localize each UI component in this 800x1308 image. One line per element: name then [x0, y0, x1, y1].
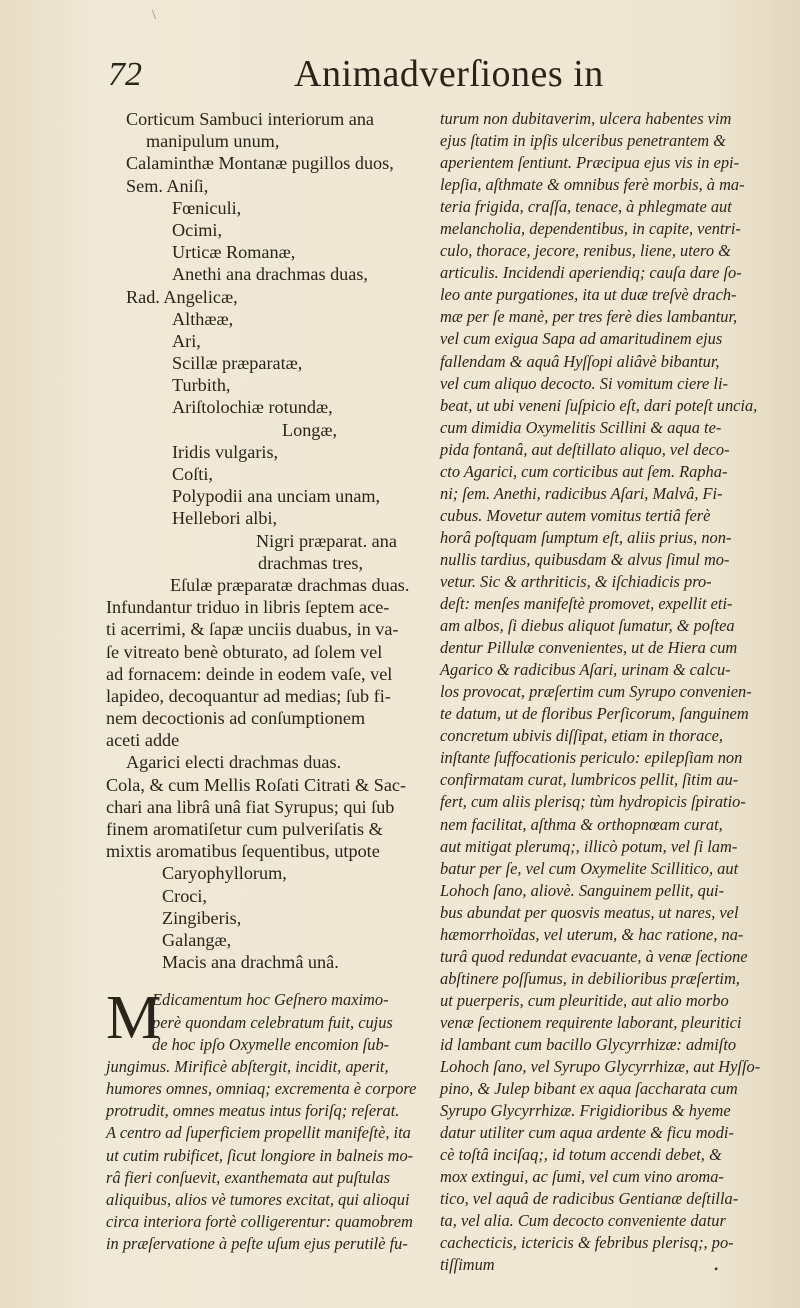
commentary-block: [106, 984, 430, 1255]
text-line: Polypodii ana unciam unam,: [172, 486, 381, 507]
text-line: Macis ana drachmâ unâ.: [162, 952, 339, 973]
text-line: ejus ſtatim in ipſis ulceribus penetrantem &: [440, 131, 726, 151]
text-line: nem decoctionis ad conſumptionem: [106, 708, 366, 729]
text-line: jungimus. Mirificè abſtergit, incidit, aperit,: [106, 1056, 389, 1076]
text-line: cachecticis, ictericis & febribus plerisq;, po-: [440, 1233, 734, 1253]
text-line: manipulum unum,: [146, 131, 280, 152]
text-line: ut cutim rubificet, ſicut longiore in balneis mo-: [106, 1145, 414, 1165]
text-line: ni; ſem. Anethi, radicibus Aſari, Malvâ, Fi-: [440, 483, 723, 503]
text-line: teria frigida, craſſa, tenace, à phlegmate aut: [440, 197, 732, 217]
text-line: los provocat, præſertim cum Syrupo convenien-: [440, 682, 752, 702]
text-line: chari ana librâ unâ fiat Syrupus; qui ſub: [106, 796, 395, 817]
text-line: Ariſtolochiæ rotundæ,: [172, 397, 333, 418]
text-line: inſtante ſuffocationis periculo: epilepſiam non: [440, 748, 743, 768]
text-line: am albos, ſi diebus aliquot ſumatur, & poſtea: [440, 616, 735, 636]
text-line: Croci,: [162, 885, 207, 906]
text-line: nullis tardius, quibusdam & alvus ſimul mo-: [440, 549, 730, 569]
text-line: Edicamentum hoc Geſnero maximo-: [152, 990, 389, 1010]
text-line: aut mitigat plerumq;, illicò potum, vel ſi lam-: [440, 836, 738, 856]
text-line: Eſulæ præparatæ drachmas duas.: [170, 574, 410, 595]
text-line: confirmatam curat, lumbricos pellit, ſitim au-: [440, 770, 739, 790]
drop-cap: M: [106, 984, 162, 1053]
text-line: turum non dubitaverim, ulcera habentes vim: [440, 109, 732, 128]
text-line: circa interiora fortè colligerentur: quamobrem: [106, 1212, 413, 1232]
text-line: Hellebori albi,: [172, 508, 278, 529]
text-line: mæ per ſe manè, per tres ferè dies lambantur,: [440, 307, 738, 327]
text-line: Althææ,: [172, 308, 234, 329]
text-line: aceti adde: [106, 730, 180, 751]
text-line: in præſervatione à peſte uſum ejus perutilè fu-: [106, 1234, 408, 1254]
text-line: cubus. Movetur autem vomitus tertiâ ferè: [440, 505, 711, 525]
text-line: ut puerperis, cum pleuritide, aut alio morbo: [440, 990, 729, 1010]
text-line: hæmorrhoïdas, vel uterum, & hac ratione, na-: [440, 924, 744, 944]
text-line: Rad. Angelicæ,: [126, 286, 238, 307]
text-line: Iridis vulgaris,: [172, 441, 279, 462]
text-line: ſe vitreato benè obturato, ad ſolem vel: [106, 641, 383, 662]
recipe-list: [106, 108, 430, 596]
text-line: ad fornacem: deinde in eodem vaſe, vel: [106, 663, 393, 684]
text-line: lapideo, decoquantur ad medias; ſub fi-: [106, 685, 391, 706]
text-line: Syrupo Glycyrrhizæ. Frigidioribus & hyeme: [440, 1101, 731, 1121]
left-column: [106, 108, 430, 1256]
text-line: tiſſimum: [440, 1255, 495, 1275]
text-line: lepſia, aſthmate & omnibus ferè morbis, à ma-: [440, 175, 745, 195]
text-line: ti acerrimi, & ſapæ unciis duabus, in va-: [106, 619, 399, 640]
text-line: pida fontanâ, aut deſtillato aliquo, vel deco-: [440, 439, 730, 459]
text-line: batur per ſe, vel cum Oxymelite Scillitico, aut: [440, 858, 739, 878]
text-line: Lohoch ſano, vel Syrupo Glycyrrhizæ, aut Hyſſo-: [440, 1057, 761, 1077]
page-number: 72: [108, 56, 142, 93]
text-line: vetur. Sic & arthriticis, & iſchiadicis pro-: [440, 571, 712, 591]
text-line: Nigri præparat. ana: [256, 530, 397, 551]
text-line: cum dimidia Oxymelitis Scillini & aqua te-: [440, 417, 722, 437]
text-line: fert, cum aliis plerisq; tùm hydropicis ſpiratio-: [440, 792, 746, 812]
text-line: perè quondam celebratum fuit, cujus: [152, 1012, 393, 1032]
text-line: Galangæ,: [162, 929, 232, 950]
text-line: Agarico & radicibus Aſari, urinam & calcu-: [440, 660, 731, 680]
text-line: vel cum exigua Sapa ad amaritudinem ejus: [440, 329, 723, 349]
text-line: nem facilitat, aſthma & orthopnœam curat,: [440, 814, 723, 834]
text-line: de hoc ipſo Oxymelle encomion ſub-: [152, 1034, 390, 1054]
text-line: Scillæ præparatæ,: [172, 353, 303, 374]
text-line: concretum ubivis diſſipat, etiam in thorace,: [440, 726, 723, 746]
text-line: Lohoch ſano, aliovè. Sanguinem pellit, qui-: [440, 880, 725, 900]
preparation-paragraph: [106, 596, 430, 973]
text-line: Fœniculi,: [172, 197, 242, 218]
text-line: tico, vel aquâ de radicibus Gentianæ deſtilla-: [440, 1189, 739, 1209]
text-line: leo ante purgationes, ita ut duæ treſvè drach-: [440, 285, 737, 305]
text-line: Coſti,: [172, 464, 213, 484]
text-line: aperientem ſentiunt. Præcipua ejus vis in epi-: [440, 153, 740, 173]
catchword-dot: •: [714, 1262, 719, 1276]
text-line: Caryophyllorum,: [162, 863, 287, 884]
text-line: turâ quod redundat evacuante, à venæ ſectione: [440, 946, 748, 966]
text-line: Sem. Aniſi,: [126, 175, 209, 196]
text-line: pino, & Julep bibant ex aqua ſaccharata cum: [440, 1079, 738, 1099]
text-line: deſt: menſes manifeſtè promovet, expellit eti-: [440, 594, 733, 614]
running-head: Animadverſiones in: [294, 53, 604, 95]
page-header: [108, 52, 748, 106]
text-line: aliquibus, alios vè tumores excitat, qui alioqui: [106, 1190, 410, 1209]
text-line: Urticæ Romanæ,: [172, 242, 296, 263]
text-line: te datum, ut de floribus Perſicorum, ſanguinem: [440, 704, 749, 724]
text-line: abſtinere poſſumus, in debilioribus præſertim,: [440, 968, 740, 988]
text-line: ta, vel alia. Cum decocto conveniente datur: [440, 1211, 726, 1231]
text-line: datur utiliter cum aqua ardente & ficu modi-: [440, 1123, 734, 1143]
text-line: dentur Pillulæ convenientes, ut de Hiera cum: [440, 638, 738, 658]
text-line: melancholia, dependentibus, in capite, ventri-: [440, 219, 741, 239]
text-line: mox extingui, ac ſumi, vel cum vino aroma-: [440, 1167, 724, 1187]
text-line: beat, ut ubi veneni ſuſpicio eſt, dari poteſt uncia,: [440, 395, 758, 415]
text-line: vel cum aliquo decocto. Si vomitum ciere li-: [440, 373, 728, 393]
text-line: humores omnes, omniaq; excrementa è corpore: [106, 1079, 417, 1099]
text-line: Turbith,: [172, 375, 231, 396]
text-line: Calaminthæ Montanæ pugillos duos,: [126, 153, 394, 174]
text-line: drachmas tres,: [258, 552, 364, 573]
text-line: cè toſtâ inciſaq;, id totum accendi debet, &: [440, 1145, 722, 1165]
text-line: Agarici electi drachmas duas.: [126, 752, 342, 773]
text-line: Corticum Sambuci interiorum ana: [126, 109, 375, 129]
text-line: articulis. Incidendi aperiendiq; cauſa dare ſo-: [440, 263, 742, 283]
text-line: fallendam & aquâ Hyſſopi aliâvè bibantur,: [440, 351, 720, 371]
text-line: Zingiberis,: [162, 907, 242, 928]
text-line: culo, thorace, jecore, renibus, liene, utero &: [440, 241, 731, 261]
text-line: A centro ad ſuperficiem propellit manifeſtè, ita: [106, 1123, 411, 1143]
text-line: venæ ſectionem requirente laborant, pleuritici: [440, 1012, 742, 1032]
text-line: finem aromatiſetur cum pulveriſatis &: [106, 819, 383, 839]
text-line: cto Agarici, cum corticibus aut ſem. Rapha-: [440, 461, 728, 481]
text-line: horâ poſtquam ſumptum eſt, aliis prius, non-: [440, 527, 732, 547]
text-line: id lambant cum bacillo Glycyrrhizæ: admiſto: [440, 1034, 737, 1054]
text-line: Cola, & cum Mellis Roſati Citrati & Sac-: [106, 774, 407, 795]
text-line: mixtis aromatibus ſequentibus, utpote: [106, 841, 380, 862]
text-line: bus abundat per quosvis meatus, ut nares, vel: [440, 902, 739, 922]
text-line: râ fieri conſuevit, exanthemata aut puſtulas: [106, 1167, 391, 1187]
text-line: Longæ,: [282, 419, 338, 440]
text-line: Anethi ana drachmas duas,: [172, 264, 368, 285]
text-line: Ari,: [172, 330, 201, 351]
text-line: Ocimi,: [172, 219, 223, 240]
top-margin-mark: \: [152, 8, 156, 23]
text-line: Infundantur triduo in libris ſeptem ace-: [106, 597, 390, 618]
text-line: protrudit, omnes meatus intus foriſq; reſerat.: [106, 1101, 400, 1121]
right-column: [440, 108, 774, 1276]
